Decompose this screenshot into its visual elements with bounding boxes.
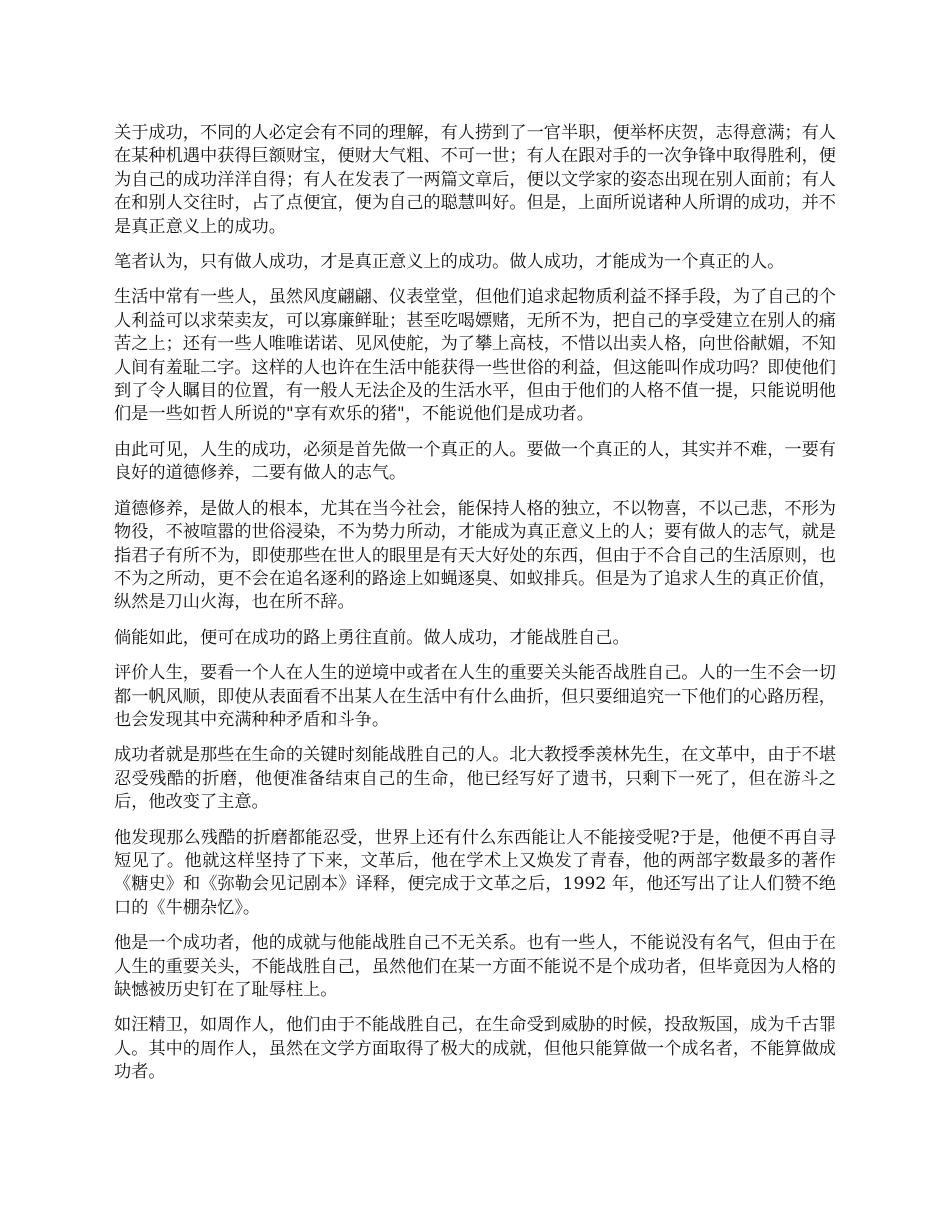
paragraph-2: 笔者认为，只有做人成功，才是真正意义上的成功。做人成功，才能成为一个真正的人。 <box>114 252 785 273</box>
paragraph-11: 如汪精卫，如周作人，他们由于不能战胜自己，在生命受到威胁的时候，投敌叛国，成为千古罪人。其中的周作人，虽然在文学方面取得了极大的成就，但他只能算做一个成名者，不能算做成功者。 <box>114 1015 836 1083</box>
paragraph-7: 评价人生，要看一个人在人生的逆境中或者在人生的重要关头能否战胜自己。人的一生不会一切都一帆风顺，即使从表面看不出某人在生活中有什么曲折，但只要细追究一下他们的心路历程，也会发现其中充满种种矛盾和斗争。 <box>114 663 836 730</box>
paragraph-9: 他发现那么残酷的折磨都能忍受，世界上还有什么东西能让人不能接受呢?于是，他便不再自寻短见了。他就这样坚持了下来，文革后，他在学术上又焕发了青春，他的两部字数最多的著作《糖史》和《弥勒会见记剧本》译释，便完成于文革之后，1992 年，他还写出了让人们赞不绝口的《牛棚杂忆》。 <box>114 827 836 918</box>
paragraph-8: 成功者就是那些在生命的关键时刻能战胜自己的人。北大教授季羡林先生，在文革中，由于不堪忍受残酷的折磨，他便准备结束自己的生命，他已经写好了遗书，只剩下一死了，但在游斗之后，他改变了主意。 <box>114 745 836 813</box>
paragraph-6: 倘能如此，便可在成功的路上勇往直前。做人成功，才能战胜自己。 <box>114 627 630 648</box>
paragraph-5: 道德修养，是做人的根本，尤其在当今社会，能保持人格的独立，不以物喜，不以己悲，不形为物役，不被喧嚣的世俗浸染，不为势力所动，才能成为真正意义上的人；要有做人的志气，就是指君子有所不为，即使那些在世人的眼里是有天大好处的东西，但由于不合自己的生活原则，也不为之所动，更不会在追名逐利的路途上如蝇逐臭、如蚁排兵。但是为了追求人生的真正价值，纵然是刀山火海，也在所不辞。 <box>114 498 836 613</box>
paragraph-10: 他是一个成功者，他的成就与他能战胜自己不无关系。也有一些人，不能说没有名气，但由于在人生的重要关头，不能战胜自己，虽然他们在某一方面不能说不是个成功者，但毕竟因为人格的缺憾被历史钉在了耻辱柱上。 <box>114 933 836 1000</box>
paragraph-1: 关于成功，不同的人必定会有不同的理解，有人捞到了一官半职，便举杯庆贺，志得意满；有人在某种机遇中获得巨额财宝，便财大气粗、不可一世；有人在跟对手的一次争锋中取得胜利，便为自己的成功洋洋自得；有人在发表了一两篇文章后，便以文学家的姿态出现在别人面前；有人在和别人交往时，占了点便宜，便为自己的聪慧叫好。但是，上面所说诸种人所谓的成功，并不是真正意义上的成功。 <box>114 123 836 237</box>
paragraph-4: 由此可见，人生的成功，必须是首先做一个真正的人。要做一个真正的人，其实并不难，一要有良好的道德修养，二要有做人的志气。 <box>114 439 836 484</box>
document-body <box>114 122 836 1097</box>
paragraph-3: 生活中常有一些人，虽然风度翩翩、仪表堂堂，但他们追求起物质利益不择手段，为了自己的个人利益可以求荣卖友，可以寡廉鲜耻；甚至吃喝嫖赌，无所不为，把自己的享受建立在别人的痛苦之上；还有一些人唯唯诺诺、见风使舵，为了攀上高枝，不惜以出卖人格，向世俗献媚，不知人间有羞耻二字。这样的人也许在生活中能获得一些世俗的利益，但这能叫作成功吗？即使他们到了令人瞩目的位置，有一般人无法企及的生活水平，但由于他们的人格不值一提，只能说明他们是一些如哲人所说的"享有欢乐的猪"，不能说他们是成功者。 <box>114 287 836 425</box>
